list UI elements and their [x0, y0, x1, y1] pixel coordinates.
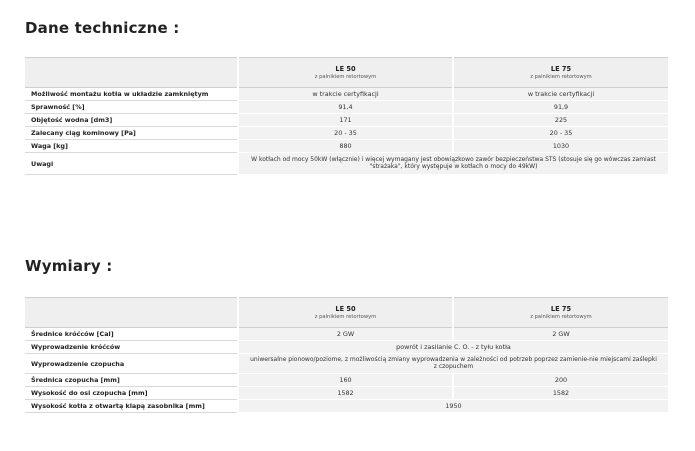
table-row — [25, 387, 668, 400]
row-label: Średnica czopucha [mm] — [25, 374, 238, 387]
cell-le50: 2 GW — [238, 328, 453, 341]
table-row — [25, 114, 668, 127]
row-label: Sprawność [%] — [25, 101, 238, 114]
header-model-le50 — [238, 58, 453, 88]
model-subtitle: z palnikiem retortowym — [314, 314, 377, 320]
row-label: Wyprowadzenie czopucha — [25, 354, 238, 374]
technical-data-table — [25, 57, 668, 175]
cell-merged: uniwersalne pionowo/poziome, z możliwością zmiany wyprowadzenia w zależności od potrzeb poprzez zamienie-nie miejscami zaślepki z czopuchem — [238, 354, 668, 374]
model-subtitle: z palnikiem retortowym — [530, 74, 592, 80]
uwagi-note: W kotłach od mocy 50kW (włącznie) i więcej wymagany jest obowiązkowo zawór bezpieczeństwa STS (stosuje się go wówczas zamiast "strażaka", który występuje w kotłach o mocy do 49kW) — [238, 153, 668, 175]
table-row — [25, 400, 668, 413]
model-name: LE 50 — [335, 305, 356, 313]
cell-merged: powrót i zasilanie C. O. - z tyłu kotła — [238, 341, 668, 354]
table-row — [25, 127, 668, 140]
cell-le75: 91,9 — [453, 101, 668, 114]
row-label: Wysokość kotła z otwartą klapą zasobnika [mm] — [25, 400, 238, 413]
header-blank-cell — [25, 298, 238, 328]
cell-le50: 880 — [238, 140, 453, 153]
cell-merged: 1950 — [238, 400, 668, 413]
table-row — [25, 328, 668, 341]
cell-le50: 160 — [238, 374, 453, 387]
row-label: Wysokość do osi czopucha [mm] — [25, 387, 238, 400]
table-row — [25, 374, 668, 387]
row-label: Objętość wodna [dm3] — [25, 114, 238, 127]
cell-le75: 20 - 35 — [453, 127, 668, 140]
row-label: Uwagi — [25, 153, 238, 175]
row-label: Średnice króćców [Cal] — [25, 328, 238, 341]
cell-le50: w trakcie certyfikacji — [238, 88, 453, 101]
section-title-dane-techniczne: Dane techniczne : — [25, 19, 180, 37]
header-blank-cell — [25, 58, 238, 88]
model-name: LE 75 — [550, 65, 572, 73]
model-subtitle: z palnikiem retortowym — [530, 314, 592, 320]
cell-le50: 20 - 35 — [238, 127, 453, 140]
cell-le75: 200 — [453, 374, 668, 387]
model-name: LE 50 — [335, 65, 356, 73]
row-label: Waga [kg] — [25, 140, 238, 153]
section-title-wymiary: Wymiary : — [25, 257, 113, 275]
table-row — [25, 341, 668, 354]
cell-le75: w trakcie certyfikacji — [453, 88, 668, 101]
table-row — [25, 88, 668, 101]
cell-le75: 1030 — [453, 140, 668, 153]
table-row — [25, 354, 668, 374]
cell-le75: 2 GW — [453, 328, 668, 341]
model-name: LE 75 — [550, 305, 572, 313]
table-header-row — [25, 298, 668, 328]
row-label: Wyprowadzenie króćców — [25, 341, 238, 354]
table-header-row — [25, 58, 668, 88]
table-row-uwagi — [25, 153, 668, 175]
cell-le50: 91,4 — [238, 101, 453, 114]
cell-le75: 1582 — [453, 387, 668, 400]
table-row — [25, 101, 668, 114]
table-row — [25, 140, 668, 153]
model-subtitle: z palnikiem retortowym — [314, 74, 377, 80]
cell-le75: 225 — [453, 114, 668, 127]
cell-le50: 1582 — [238, 387, 453, 400]
header-model-le50 — [238, 298, 453, 328]
header-model-le75 — [453, 298, 668, 328]
row-label: Zalecany ciąg kominowy [Pa] — [25, 127, 238, 140]
row-label: Możliwość montażu kotła w układzie zamkniętym — [25, 88, 238, 101]
cell-le50: 171 — [238, 114, 453, 127]
header-model-le75 — [453, 58, 668, 88]
dimensions-table — [25, 297, 668, 413]
